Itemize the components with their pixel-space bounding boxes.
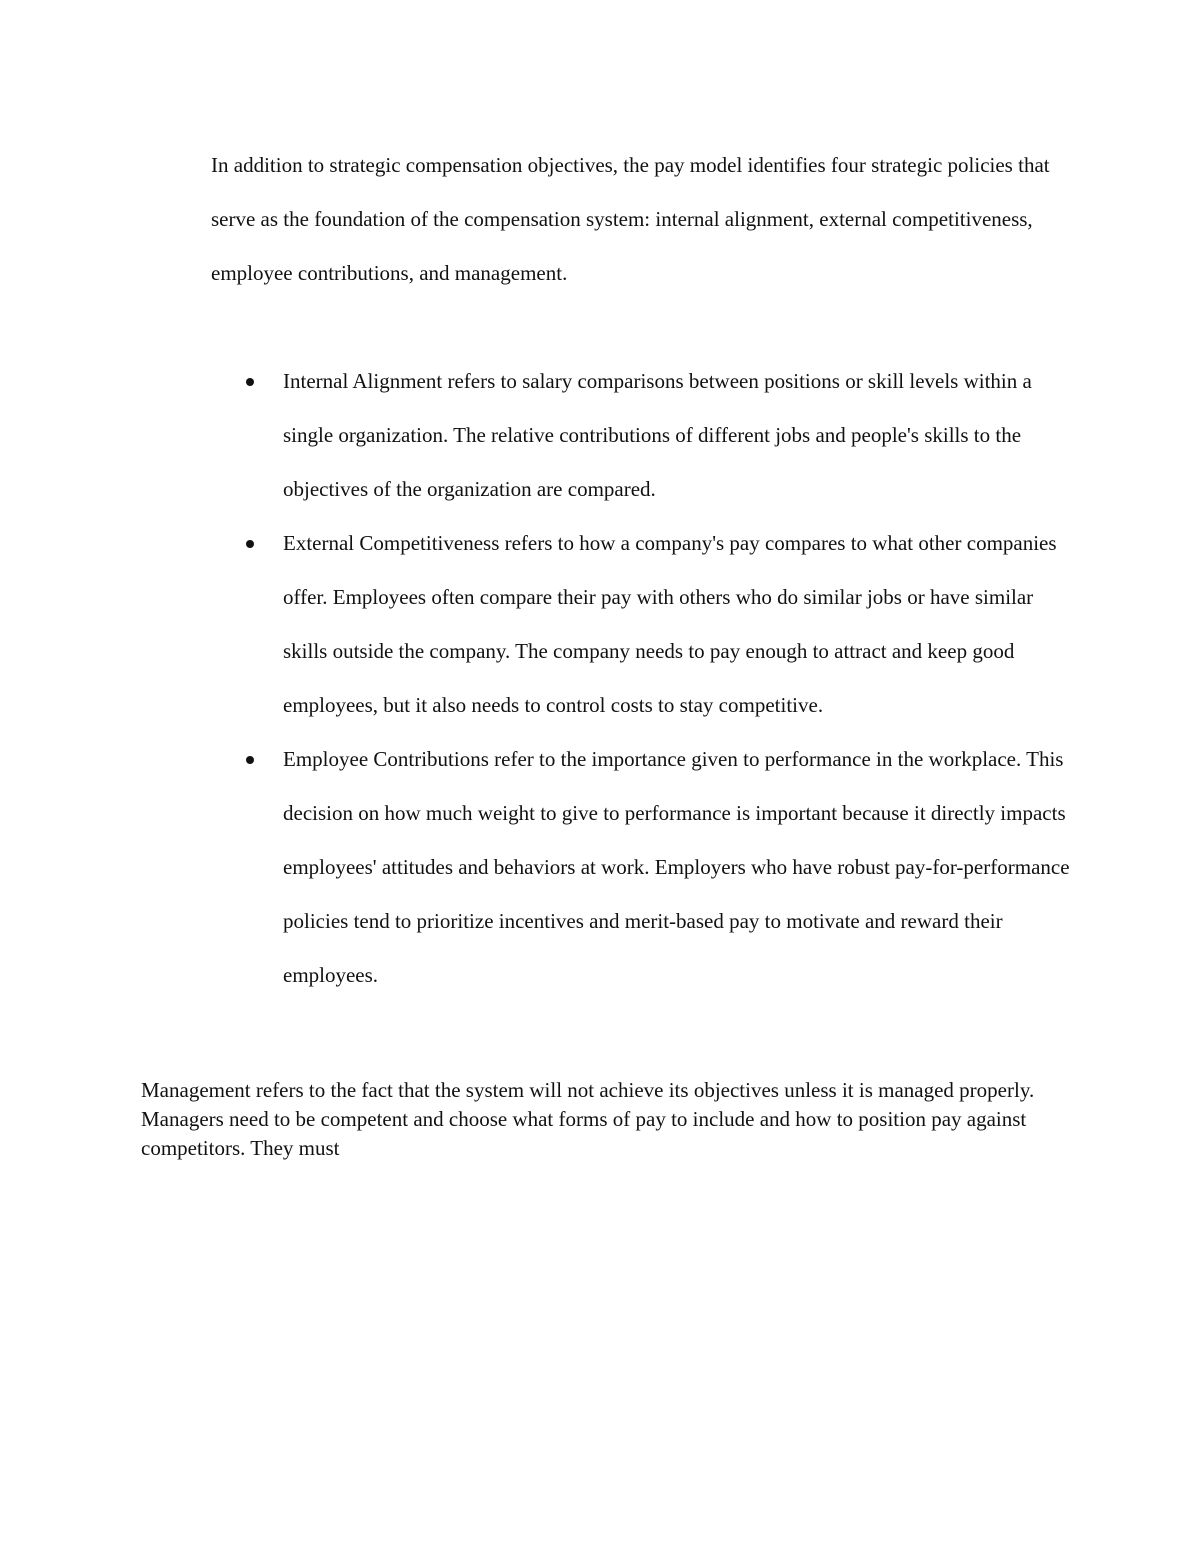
bullet-icon xyxy=(246,540,254,548)
bullet-list xyxy=(243,354,1073,1002)
bullet-icon xyxy=(246,756,254,764)
bullet-text: External Competitiveness refers to how a company's pay compares to what other companies offer. Employees often compare their pay with others who do similar jobs or have similar skills outside the company. The company needs to pay enough to attract and keep good employees, but it also needs to control costs to stay competitive. xyxy=(283,531,1057,717)
bullet-item-employee-contributions xyxy=(243,732,1073,1002)
bullet-item-internal-alignment xyxy=(243,354,1073,516)
intro-paragraph: In addition to strategic compensation objectives, the pay model identifies four strategic policies that serve as the foundation of the compensation system: internal alignment, external competitiveness, employee contributions, and management. xyxy=(211,153,1050,285)
bullet-text: Employee Contributions refer to the importance given to performance in the workplace. This decision on how much weight to give to performance is important because it directly impacts employees' attitudes and behaviors at work. Employers who have robust pay-for-performance policies tend to prioritize incentives and merit-based pay to motivate and reward their employees. xyxy=(283,747,1070,987)
closing-paragraph: Management refers to the fact that the system will not achieve its objectives unless it is managed properly. Managers need to be competent and choose what forms of pay to include and how to position pay against competitors. They must xyxy=(141,1078,1035,1160)
bullet-icon xyxy=(246,378,254,386)
bullet-item-external-competitiveness xyxy=(243,516,1073,732)
bullet-text: Internal Alignment refers to salary comparisons between positions or skill levels within a single organization. The relative contributions of different jobs and people's skills to the objectives of the organization are compared. xyxy=(283,369,1032,501)
